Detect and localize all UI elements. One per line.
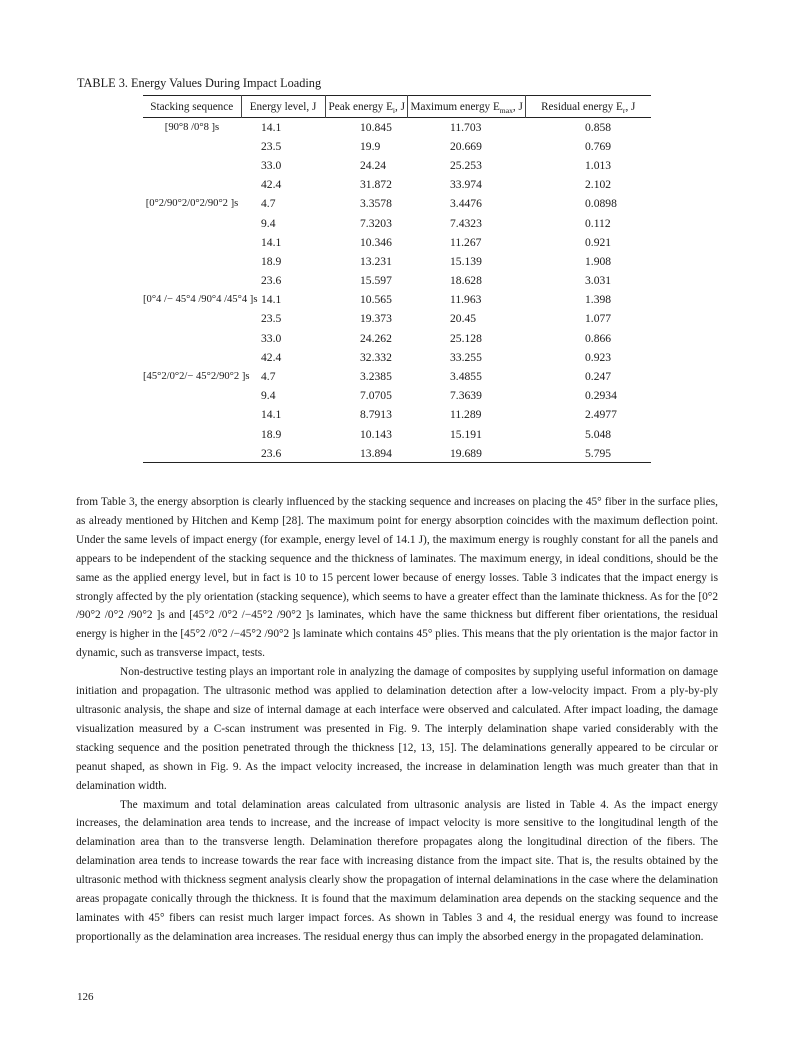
peak-energy-cell: 15.597 (360, 274, 392, 288)
stacking-sequence-cell (143, 137, 241, 156)
table-row (143, 137, 651, 156)
stacking-sequence-cell (143, 252, 241, 271)
table-row (143, 290, 651, 309)
stacking-sequence-cell: [0°2/90°2/0°2/90°2 ]s (145, 198, 239, 210)
peak-energy-cell: 7.0705 (360, 389, 392, 403)
table-row (143, 233, 651, 252)
energy-level-cell: 18.9 (261, 427, 282, 441)
table-row (143, 386, 651, 405)
residual-energy-cell: 1.077 (585, 312, 612, 326)
maximum-energy-cell: 18.628 (450, 274, 482, 288)
table-row (143, 348, 651, 367)
peak-energy-cell: 3.2385 (360, 370, 392, 384)
energy-level-cell: 14.1 (261, 408, 282, 422)
table-body (143, 118, 651, 463)
residual-energy-cell: 0.866 (585, 331, 612, 345)
peak-energy-cell: 3.3578 (360, 197, 392, 211)
energy-level-cell: 9.4 (261, 389, 276, 403)
peak-energy-cell: 10.845 (360, 120, 392, 134)
table-header (143, 96, 651, 118)
peak-energy-cell: 24.262 (360, 331, 392, 345)
peak-energy-cell: 10.565 (360, 293, 392, 307)
energy-level-cell: 42.4 (261, 350, 282, 364)
maximum-energy-cell: 11.289 (450, 408, 482, 422)
energy-values-table (143, 95, 651, 463)
table-row (143, 367, 651, 386)
table-row (143, 329, 651, 348)
stacking-sequence-cell: [90°8 /0°8 ]s (164, 121, 220, 133)
peak-energy-cell: 10.143 (360, 427, 392, 441)
table-row (143, 309, 651, 328)
energy-level-cell: 42.4 (261, 178, 282, 192)
stacking-sequence-cell (143, 348, 241, 367)
residual-energy-cell: 0.858 (585, 120, 612, 134)
peak-energy-cell: 7.3203 (360, 216, 392, 230)
stacking-sequence-cell (143, 329, 241, 348)
energy-level-cell: 9.4 (261, 216, 276, 230)
maximum-energy-cell: 11.963 (450, 293, 482, 307)
residual-energy-cell: 0.247 (585, 370, 612, 384)
peak-energy-cell: 19.373 (360, 312, 392, 326)
maximum-energy-cell: 25.253 (450, 158, 482, 172)
maximum-energy-cell: 7.4323 (450, 216, 482, 230)
energy-level-cell: 4.7 (261, 370, 276, 384)
peak-energy-cell: 19.9 (360, 139, 381, 153)
peak-energy-cell: 24.24 (360, 158, 387, 172)
maximum-energy-cell: 20.669 (450, 139, 482, 153)
maximum-energy-cell: 15.139 (450, 254, 482, 268)
table-row (143, 271, 651, 290)
peak-energy-cell: 13.231 (360, 254, 392, 268)
residual-energy-cell: 1.013 (585, 158, 612, 172)
maximum-energy-cell: 19.689 (450, 446, 482, 460)
table-row (143, 405, 651, 424)
energy-level-cell: 23.6 (261, 274, 282, 288)
header-stacking-sequence: Stacking sequence (150, 100, 234, 113)
maximum-energy-cell: 33.255 (450, 350, 482, 364)
residual-energy-cell: 2.4977 (585, 408, 617, 422)
residual-energy-cell: 0.0898 (585, 197, 617, 211)
maximum-energy-cell: 11.703 (450, 120, 482, 134)
energy-level-cell: 14.1 (261, 235, 282, 249)
maximum-energy-cell: 33.974 (450, 178, 482, 192)
paragraph-delamination-areas: The maximum and total delamination areas calculated from ultrasonic analysis are listed in Table 4. As the impact energy increases, the delamination area tends to increase, and the increase of impact velocity is more sensitive to the longitudinal length of the delamination area than to the transverse length. Delamination therefore propagates along the longitudinal direction of the fibers. The delamination area tends to increase towards the rear face with increasing distance from the impact site. That is, the results obtained by the ultrasonic method with thickness segment analysis clearly show the propagation of internal delaminations in the case where the delamination areas propagate conically through the thickness. It is found that the maximum delamination area depends on the stacking sequence and the laminates with 45° fibers can resist much larger impact forces. As shown in Tables 3 and 4, the residual energy was found to increase proportionally as the delamination area increases. The residual energy thus can imply the absorbed energy in the propagated delamination. (76, 798, 718, 943)
residual-energy-cell: 0.923 (585, 350, 612, 364)
stacking-sequence-cell (143, 156, 241, 175)
energy-level-cell: 23.6 (261, 446, 282, 460)
stacking-sequence-cell (143, 405, 241, 424)
paragraph-non-destructive-testing: Non-destructive testing plays an important role in analyzing the damage of composites by supplying useful information on damage initiation and propagation. The ultrasonic method was applied to delamination detection after a low-velocity impact. From a ply-by-ply ultrasonic analysis, the shape and size of internal damage at each interface were observed and calculated. After impact loading, the damage visualization measured by a C-scan instrument was presented in Fig. 9. The interply delamination shape varied considerably with the stacking sequence and the position penetrated through the thickness [12, 13, 15]. The delaminations generally appeared to be circular or peanut shaped, as shown in Fig. 9. As the impact velocity increased, the increase in delamination length was much greater than that in delamination width. (76, 666, 718, 792)
stacking-sequence-cell (143, 233, 241, 252)
table-row (143, 118, 651, 137)
stacking-sequence-cell (143, 271, 241, 290)
energy-level-cell: 23.5 (261, 139, 282, 153)
paragraph-energy-absorption: from Table 3, the energy absorption is clearly influenced by the stacking sequence and increases on placing the 45° fiber in the surface plies, as already mentioned by Hitchen and Kemp [28]. The maximum point for energy absorption coincides with the maximum deflection point. Under the same levels of impact energy (for example, energy level of 14.1 J), the maximum energy is roughly constant for all the panels and appears to be independent of the stacking sequence and the thickness of laminates. The maximum energy, in ideal conditions, should be the same as the applied energy level, but in fact is 10 to 15 percent lower because of energy losses. Table 3 indicates that the impact energy is strongly affected by the ply orientation (stacking sequence), which seems to have a greater effect than the laminate thickness. As for the [0°2 /90°2 /0°2 /90°2 ]s and [45°2 /0°2 /−45°2 /90°2 ]s laminates, which have the same thickness but different fiber orientations, the residual energy is higher in the [45°2 /0°2 /−45°2 /90°2 ]s laminate which contains 45° plies. This means that the ply orientation is the major factor in dynamic, such as transverse impact, tests. (76, 496, 718, 660)
residual-energy-cell: 1.398 (585, 293, 612, 307)
stacking-sequence-cell (143, 175, 241, 194)
table-row (143, 444, 651, 463)
energy-level-cell: 18.9 (261, 254, 282, 268)
table-row (143, 213, 651, 232)
stacking-sequence-cell (143, 425, 241, 444)
peak-energy-cell: 13.894 (360, 446, 392, 460)
energy-level-cell: 23.5 (261, 312, 282, 326)
table-caption: TABLE 3. Energy Values During Impact Loading (77, 76, 322, 90)
energy-level-cell: 33.0 (261, 158, 282, 172)
peak-energy-cell: 8.7913 (360, 408, 392, 422)
maximum-energy-cell: 7.3639 (450, 389, 482, 403)
peak-energy-cell: 32.332 (360, 350, 392, 364)
stacking-sequence-cell (143, 213, 241, 232)
residual-energy-cell: 0.921 (585, 235, 612, 249)
maximum-energy-cell: 3.4476 (450, 197, 482, 211)
table-row (143, 175, 651, 194)
table-row (143, 194, 651, 213)
residual-energy-cell: 5.795 (585, 446, 612, 460)
peak-energy-cell: 10.346 (360, 235, 392, 249)
stacking-sequence-cell (143, 309, 241, 328)
maximum-energy-cell: 25.128 (450, 331, 482, 345)
maximum-energy-cell: 11.267 (450, 235, 482, 249)
energy-level-cell: 33.0 (261, 331, 282, 345)
maximum-energy-cell: 15.191 (450, 427, 482, 441)
table-row (143, 425, 651, 444)
maximum-energy-cell: 3.4855 (450, 370, 482, 384)
residual-energy-cell: 5.048 (585, 427, 612, 441)
body-text (76, 493, 718, 947)
residual-energy-cell: 0.112 (585, 216, 611, 230)
stacking-sequence-cell (143, 386, 241, 405)
header-peak-energy: Peak energy $E_i$, J (325, 96, 407, 118)
residual-energy-cell: 0.769 (585, 139, 612, 153)
header-maximum-energy: Maximum energy $E_{max}$, J (407, 96, 525, 118)
energy-level-cell: 14.1 (261, 120, 282, 134)
stacking-sequence-cell (143, 444, 241, 463)
maximum-energy-cell: 20.45 (450, 312, 477, 326)
table-row (143, 252, 651, 271)
stacking-sequence-cell: [45°2/0°2/− 45°2/90°2 ]s (143, 371, 250, 383)
peak-energy-cell: 31.872 (360, 178, 392, 192)
page-number: 126 (77, 991, 94, 1003)
energy-level-cell: 4.7 (261, 197, 276, 211)
residual-energy-cell: 3.031 (585, 274, 612, 288)
residual-energy-cell: 1.908 (585, 254, 612, 268)
header-energy-level: Energy level, J (241, 96, 325, 118)
residual-energy-cell: 0.2934 (585, 389, 617, 403)
stacking-sequence-cell: [0°4 /− 45°4 /90°4 /45°4 ]s (143, 294, 258, 306)
header-residual-energy: Residual energy $E_r$, J (525, 96, 651, 118)
energy-level-cell: 14.1 (261, 293, 282, 307)
table-row (143, 156, 651, 175)
residual-energy-cell: 2.102 (585, 178, 612, 192)
